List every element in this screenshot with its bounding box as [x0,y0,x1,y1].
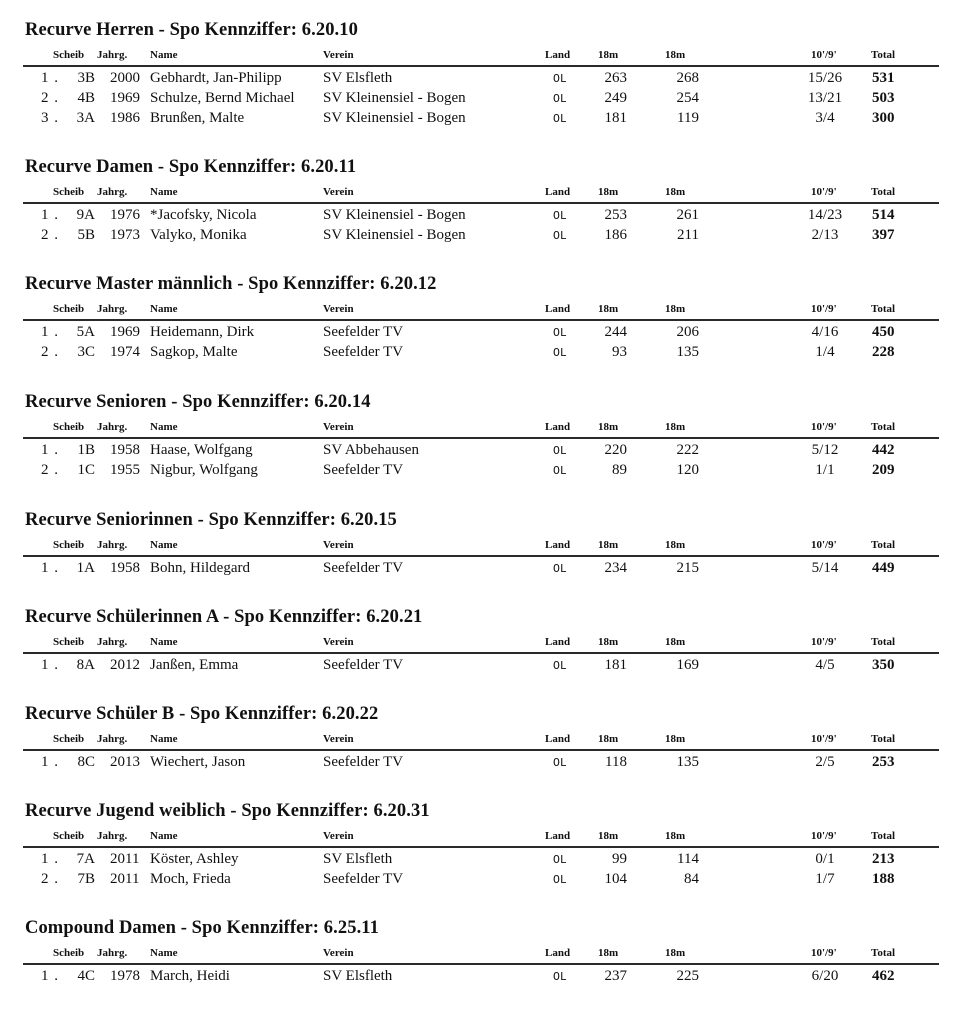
club-name: Seefelder TV [323,657,404,673]
column-header-scheib: Scheib [53,733,85,745]
rank: 1 . [41,70,59,86]
column-header-name: Name [150,539,178,551]
rank: 1 . [41,324,59,340]
target-number: 8C [77,754,95,770]
tens-nines-count: 0/1 [815,851,835,867]
total-score: 462 [872,968,895,984]
section-title: Recurve Senioren - Spo Kennziffer: 6.20.14 [25,392,371,412]
column-header-jahrg: Jahrg. [97,303,128,315]
column-header-jahrg: Jahrg. [97,636,128,648]
region-code: OL [553,230,567,243]
region-code: OL [553,327,567,340]
column-header-land: Land [545,421,571,433]
score-distance-2: 268 [676,70,699,86]
target-number: 7A [76,851,95,867]
target-number: 1C [77,462,95,478]
birth-year: 1974 [110,344,140,360]
header-divider [23,202,939,204]
score-distance-2: 114 [677,851,699,867]
region-code: OL [553,660,567,673]
birth-year: 2000 [110,70,140,86]
column-header-row [0,184,979,200]
target-number: 3A [76,110,95,126]
region-code: OL [553,465,567,478]
results-rows [0,655,979,675]
total-score: 450 [872,324,895,340]
column-header-row [0,47,979,63]
table-row [0,342,979,362]
section-title: Recurve Jugend weiblich - Spo Kennziffer: 6.20.31 [25,801,430,821]
score-distance-1: 263 [604,70,627,86]
rank: 2 . [41,344,59,360]
score-distance-1: 244 [604,324,627,340]
column-header-land: Land [545,947,571,959]
score-distance-2: 254 [676,90,699,106]
column-header-verein: Verein [323,421,354,433]
club-name: Seefelder TV [323,871,404,887]
birth-year: 2013 [110,754,140,770]
target-number: 4B [77,90,95,106]
tens-nines-count: 15/26 [807,70,843,86]
table-row [0,460,979,480]
birth-year: 1978 [110,968,140,984]
column-header-jahrg: Jahrg. [97,947,128,959]
section-title: Recurve Master männlich - Spo Kennziffer: 6.20.12 [25,274,437,294]
column-header-name: Name [150,830,178,842]
column-header-land: Land [545,186,571,198]
total-score: 503 [872,90,895,106]
score-distance-2: 225 [676,968,699,984]
column-header-distance-2: 18m [665,636,686,648]
column-header-total: Total [871,303,896,315]
target-number: 1A [76,560,95,576]
table-row [0,440,979,460]
column-header-distance-1: 18m [598,733,619,745]
column-header-total: Total [871,186,896,198]
column-header-total: Total [871,947,896,959]
column-header-tens-nines: 10'/9' [811,947,837,959]
rank: 1 . [41,754,59,770]
tens-nines-count: 14/23 [807,207,843,223]
score-distance-1: 220 [604,442,627,458]
archer-name: Janßen, Emma [150,657,239,673]
birth-year: 1969 [110,324,140,340]
column-header-name: Name [150,733,178,745]
score-distance-1: 237 [604,968,627,984]
target-number: 1B [77,442,95,458]
tens-nines-count: 2/13 [811,227,839,243]
score-distance-2: 135 [676,754,699,770]
rank: 1 . [41,207,59,223]
column-header-distance-2: 18m [665,733,686,745]
table-row [0,205,979,225]
column-header-row [0,419,979,435]
column-header-name: Name [150,186,178,198]
column-header-jahrg: Jahrg. [97,49,128,61]
column-header-tens-nines: 10'/9' [811,303,837,315]
region-code: OL [553,73,567,86]
header-divider [23,963,939,965]
club-name: Seefelder TV [323,560,404,576]
target-number: 8A [76,657,95,673]
tens-nines-count: 1/4 [815,344,835,360]
column-header-verein: Verein [323,303,354,315]
club-name: Seefelder TV [323,324,404,340]
column-header-distance-2: 18m [665,49,686,61]
club-name: SV Elsfleth [323,968,393,984]
total-score: 213 [872,851,895,867]
score-distance-2: 84 [684,871,699,887]
score-distance-1: 234 [604,560,627,576]
table-row [0,108,979,128]
club-name: SV Kleinensiel - Bogen [323,227,466,243]
archer-name: March, Heidi [150,968,230,984]
column-header-distance-1: 18m [598,830,619,842]
score-distance-2: 120 [676,462,699,478]
tens-nines-count: 5/12 [811,442,839,458]
column-header-row [0,945,979,961]
target-number: 9A [76,207,95,223]
column-header-tens-nines: 10'/9' [811,186,837,198]
column-header-tens-nines: 10'/9' [811,733,837,745]
score-distance-2: 206 [676,324,699,340]
rank: 2 . [41,871,59,887]
archer-name: Heidemann, Dirk [150,324,255,340]
archer-name: Haase, Wolfgang [150,442,253,458]
header-divider [23,749,939,751]
results-rows [0,440,979,480]
archer-name: Gebhardt, Jan-Philipp [150,70,282,86]
section-title: Recurve Schülerinnen A - Spo Kennziffer: 6.20.21 [25,607,423,627]
birth-year: 2011 [110,851,140,867]
region-code: OL [553,874,567,887]
target-number: 5B [77,227,95,243]
region-code: OL [553,113,567,126]
column-header-jahrg: Jahrg. [97,186,128,198]
section-title: Recurve Schüler B - Spo Kennziffer: 6.20.22 [25,704,379,724]
column-header-total: Total [871,636,896,648]
score-distance-2: 119 [677,110,699,126]
table-row [0,869,979,889]
column-header-tens-nines: 10'/9' [811,421,837,433]
column-header-scheib: Scheib [53,830,85,842]
column-header-verein: Verein [323,830,354,842]
archer-name: Wiechert, Jason [150,754,246,770]
score-distance-2: 215 [676,560,699,576]
section-title: Recurve Herren - Spo Kennziffer: 6.20.10 [25,20,358,40]
column-header-verein: Verein [323,733,354,745]
column-header-total: Total [871,421,896,433]
birth-year: 1976 [110,207,140,223]
column-header-row [0,537,979,553]
region-code: OL [553,210,567,223]
score-distance-1: 181 [604,110,627,126]
results-rows [0,966,979,986]
score-distance-1: 253 [604,207,627,223]
rank: 1 . [41,442,59,458]
target-number: 4C [77,968,95,984]
club-name: SV Elsfleth [323,70,393,86]
column-header-row [0,828,979,844]
column-header-scheib: Scheib [53,947,85,959]
column-header-land: Land [545,636,571,648]
column-header-total: Total [871,539,896,551]
column-header-scheib: Scheib [53,539,85,551]
results-rows [0,322,979,362]
tens-nines-count: 1/1 [815,462,835,478]
column-header-distance-2: 18m [665,303,686,315]
region-code: OL [553,854,567,867]
column-header-distance-2: 18m [665,830,686,842]
column-header-land: Land [545,733,571,745]
target-number: 3B [77,70,95,86]
column-header-distance-1: 18m [598,186,619,198]
total-score: 531 [872,70,895,86]
archer-name: Brunßen, Malte [150,110,245,126]
score-distance-2: 261 [676,207,699,223]
club-name: SV Elsfleth [323,851,393,867]
column-header-row [0,634,979,650]
column-header-land: Land [545,49,571,61]
total-score: 397 [872,227,895,243]
rank: 1 . [41,968,59,984]
region-code: OL [553,445,567,458]
column-header-row [0,731,979,747]
tens-nines-count: 4/16 [811,324,839,340]
total-score: 449 [872,560,895,576]
column-header-distance-1: 18m [598,636,619,648]
score-distance-1: 186 [604,227,627,243]
column-header-distance-1: 18m [598,947,619,959]
archer-name: Nigbur, Wolfgang [150,462,258,478]
column-header-scheib: Scheib [53,303,85,315]
club-name: Seefelder TV [323,344,404,360]
column-header-distance-2: 18m [665,186,686,198]
column-header-name: Name [150,636,178,648]
column-header-tens-nines: 10'/9' [811,539,837,551]
tens-nines-count: 6/20 [811,968,839,984]
target-number: 5A [76,324,95,340]
results-rows [0,68,979,128]
region-code: OL [553,347,567,360]
score-distance-1: 249 [604,90,627,106]
column-header-scheib: Scheib [53,186,85,198]
rank: 1 . [41,560,59,576]
club-name: Seefelder TV [323,754,404,770]
total-score: 188 [872,871,895,887]
target-number: 3C [77,344,95,360]
score-distance-1: 181 [604,657,627,673]
column-header-jahrg: Jahrg. [97,733,128,745]
column-header-scheib: Scheib [53,636,85,648]
header-divider [23,846,939,848]
table-row [0,88,979,108]
tens-nines-count: 1/7 [815,871,835,887]
birth-year: 2012 [110,657,140,673]
club-name: SV Kleinensiel - Bogen [323,110,466,126]
rank: 2 . [41,90,59,106]
table-row [0,322,979,342]
score-distance-1: 118 [605,754,627,770]
table-row [0,655,979,675]
rank: 1 . [41,657,59,673]
score-distance-1: 93 [612,344,627,360]
results-rows [0,849,979,889]
column-header-tens-nines: 10'/9' [811,636,837,648]
column-header-scheib: Scheib [53,421,85,433]
column-header-tens-nines: 10'/9' [811,49,837,61]
total-score: 253 [872,754,895,770]
column-header-row [0,301,979,317]
column-header-distance-1: 18m [598,303,619,315]
column-header-total: Total [871,49,896,61]
header-divider [23,555,939,557]
header-divider [23,437,939,439]
score-distance-1: 104 [604,871,627,887]
column-header-distance-1: 18m [598,49,619,61]
birth-year: 1973 [110,227,140,243]
column-header-jahrg: Jahrg. [97,421,128,433]
column-header-land: Land [545,830,571,842]
column-header-verein: Verein [323,947,354,959]
section-title: Recurve Seniorinnen - Spo Kennziffer: 6.20.15 [25,510,397,530]
score-distance-1: 89 [612,462,627,478]
birth-year: 1986 [110,110,140,126]
table-row [0,966,979,986]
club-name: SV Kleinensiel - Bogen [323,90,466,106]
column-header-land: Land [545,539,571,551]
column-header-jahrg: Jahrg. [97,830,128,842]
birth-year: 2011 [110,871,140,887]
region-code: OL [553,93,567,106]
total-score: 442 [872,442,895,458]
column-header-tens-nines: 10'/9' [811,830,837,842]
region-code: OL [553,971,567,984]
archer-name: Sagkop, Malte [150,344,238,360]
column-header-jahrg: Jahrg. [97,539,128,551]
column-header-distance-1: 18m [598,421,619,433]
column-header-name: Name [150,421,178,433]
column-header-land: Land [545,303,571,315]
column-header-distance-1: 18m [598,539,619,551]
table-row [0,68,979,88]
archer-name: Bohn, Hildegard [150,560,250,576]
header-divider [23,319,939,321]
header-divider [23,65,939,67]
results-rows [0,558,979,578]
score-distance-1: 99 [612,851,627,867]
club-name: SV Kleinensiel - Bogen [323,207,466,223]
score-distance-2: 211 [677,227,699,243]
header-divider [23,652,939,654]
column-header-verein: Verein [323,539,354,551]
total-score: 514 [872,207,895,223]
total-score: 228 [872,344,895,360]
birth-year: 1958 [110,560,140,576]
rank: 2 . [41,227,59,243]
table-row [0,558,979,578]
archer-name: *Jacofsky, Nicola [150,207,257,223]
rank: 1 . [41,851,59,867]
column-header-distance-2: 18m [665,947,686,959]
table-row [0,752,979,772]
tens-nines-count: 13/21 [807,90,843,106]
rank: 2 . [41,462,59,478]
score-distance-2: 222 [676,442,699,458]
total-score: 300 [872,110,895,126]
column-header-total: Total [871,733,896,745]
archer-name: Schulze, Bernd Michael [150,90,295,106]
column-header-name: Name [150,947,178,959]
birth-year: 1955 [110,462,140,478]
archer-name: Köster, Ashley [150,851,239,867]
rank: 3 . [41,110,59,126]
tens-nines-count: 4/5 [815,657,835,673]
section-title: Compound Damen - Spo Kennziffer: 6.25.11 [25,918,379,938]
table-row [0,849,979,869]
column-header-name: Name [150,303,178,315]
tens-nines-count: 3/4 [815,110,835,126]
total-score: 209 [872,462,895,478]
column-header-total: Total [871,830,896,842]
column-header-verein: Verein [323,636,354,648]
target-number: 7B [77,871,95,887]
table-row [0,225,979,245]
score-distance-2: 169 [676,657,699,673]
birth-year: 1969 [110,90,140,106]
score-distance-2: 135 [676,344,699,360]
column-header-distance-2: 18m [665,421,686,433]
column-header-scheib: Scheib [53,49,85,61]
tens-nines-count: 5/14 [811,560,839,576]
club-name: SV Abbehausen [323,442,419,458]
archer-name: Moch, Frieda [150,871,231,887]
birth-year: 1958 [110,442,140,458]
region-code: OL [553,757,567,770]
total-score: 350 [872,657,895,673]
tens-nines-count: 2/5 [815,754,835,770]
column-header-distance-2: 18m [665,539,686,551]
column-header-name: Name [150,49,178,61]
section-title: Recurve Damen - Spo Kennziffer: 6.20.11 [25,157,357,177]
archer-name: Valyko, Monika [150,227,247,243]
club-name: Seefelder TV [323,462,404,478]
results-rows [0,752,979,772]
results-rows [0,205,979,245]
column-header-verein: Verein [323,49,354,61]
column-header-verein: Verein [323,186,354,198]
region-code: OL [553,563,567,576]
